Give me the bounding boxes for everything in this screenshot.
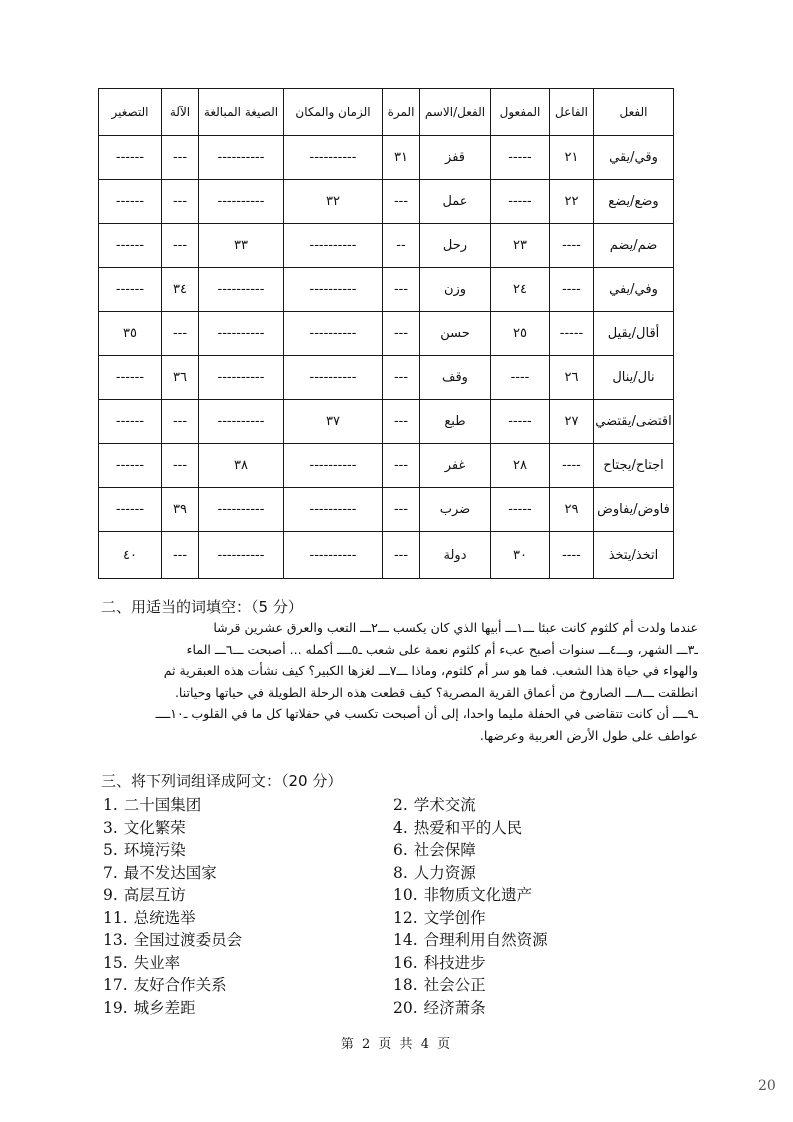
translation-item xyxy=(103,861,393,884)
cell-instrument: --- xyxy=(162,444,199,488)
cell-time-place: ---------- xyxy=(284,444,383,488)
item-number: 13. xyxy=(103,931,128,949)
translation-item xyxy=(103,816,393,839)
passage-line: عواطف على طول الأرض العربية وعرضها. xyxy=(479,727,698,743)
item-text: 文学创作 xyxy=(423,908,486,927)
cell-subject: ٢٩ xyxy=(550,488,594,532)
cell-verb: اقتضى/يقتضي xyxy=(594,400,674,444)
cell-time-place: ---------- xyxy=(284,312,383,356)
translation-item xyxy=(393,793,583,816)
cell-object: ---- xyxy=(491,356,550,400)
cell-instrument: --- xyxy=(162,400,199,444)
item-number: 20. xyxy=(393,998,418,1017)
passage-line: والهواء في حياة هذا الشعب. فما هو سر أم كلثوم، وماذا ـــ٧ـــ لغزها الكبير؟ كيف نشأت هذه العبقرية ثم xyxy=(163,663,698,678)
cell-subject: ---- xyxy=(550,268,594,312)
item-text: 最不发达国家 xyxy=(123,863,217,882)
cell-instance: --- xyxy=(383,444,420,488)
header-verb: الفعل xyxy=(594,89,674,136)
translation-row xyxy=(103,996,583,1019)
item-number: 4. xyxy=(393,818,408,837)
translation-item xyxy=(103,906,393,929)
cell-instrument: --- xyxy=(162,312,199,356)
cell-intensive: ---------- xyxy=(199,532,284,579)
item-number: 9. xyxy=(103,886,118,904)
cell-instrument: ٣٦ xyxy=(162,356,199,400)
item-number: 19. xyxy=(103,998,128,1017)
cell-verb-noun: دولة xyxy=(420,532,491,579)
cell-diminutive: ------ xyxy=(99,444,162,488)
table-header-row xyxy=(99,89,674,136)
table-row xyxy=(99,268,674,312)
cell-verb-noun: رحل xyxy=(420,224,491,268)
item-text: 城乡差距 xyxy=(133,998,196,1017)
cell-verb-noun: وقف xyxy=(420,356,491,400)
item-number: 11. xyxy=(103,908,128,927)
cell-time-place: ---------- xyxy=(284,532,383,579)
cell-instance: --- xyxy=(383,400,420,444)
item-number: 8. xyxy=(393,863,408,882)
cell-diminutive: ------ xyxy=(99,400,162,444)
translation-item xyxy=(103,996,393,1019)
item-number: 1. xyxy=(103,796,118,814)
cell-verb: وفي/يفي xyxy=(594,268,674,312)
header-diminutive: التصغير xyxy=(99,89,162,136)
translation-item xyxy=(393,973,583,996)
translation-row xyxy=(103,906,583,929)
cell-verb-noun: ضرب xyxy=(420,488,491,532)
cell-object: ٢٨ xyxy=(491,444,550,488)
item-text: 高层互访 xyxy=(123,886,186,904)
translation-item xyxy=(393,838,583,861)
cell-verb: ضم/يضم xyxy=(594,224,674,268)
table-row xyxy=(99,312,674,356)
item-text: 二十国集团 xyxy=(123,796,202,814)
cell-diminutive: ٤٠ xyxy=(99,532,162,579)
header-subject: الفاعل xyxy=(550,89,594,136)
translation-row xyxy=(103,883,583,906)
item-text: 总统选举 xyxy=(133,908,196,927)
cell-verb: وضع/يضع xyxy=(594,180,674,224)
cell-instance: --- xyxy=(383,488,420,532)
cell-object: ----- xyxy=(491,400,550,444)
table-row xyxy=(99,488,674,532)
item-number: 15. xyxy=(103,953,128,972)
translation-item xyxy=(393,906,583,929)
item-number: 17. xyxy=(103,976,128,994)
item-text: 学术交流 xyxy=(413,796,476,814)
item-number: 18. xyxy=(393,976,418,994)
cell-intensive: ---------- xyxy=(199,400,284,444)
translation-row xyxy=(103,928,583,951)
cell-verb: أقال/يقيل xyxy=(594,312,674,356)
cell-instrument: --- xyxy=(162,136,199,180)
translation-row xyxy=(103,951,583,974)
cell-subject: ٢٦ xyxy=(550,356,594,400)
translation-item xyxy=(393,883,583,906)
cell-verb-noun: غفر xyxy=(420,444,491,488)
header-instance: المرة xyxy=(383,89,420,136)
table-row xyxy=(99,356,674,400)
translation-item xyxy=(393,951,583,974)
cell-intensive: ٣٣ xyxy=(199,224,284,268)
translation-row xyxy=(103,793,583,816)
translation-item xyxy=(103,883,393,906)
page-indicator: 第 2 页 共 4 页 xyxy=(340,1037,453,1052)
item-text: 合理利用自然资源 xyxy=(423,931,548,949)
item-text: 经济萧条 xyxy=(423,998,486,1017)
cell-time-place: ---------- xyxy=(284,224,383,268)
translation-row xyxy=(103,973,583,996)
translation-item xyxy=(393,928,583,951)
cell-verb: وقي/يقي xyxy=(594,136,674,180)
item-number: 6. xyxy=(393,841,408,859)
item-number: 2. xyxy=(393,796,408,814)
item-text: 全国过渡委员会 xyxy=(133,931,243,949)
item-number: 7. xyxy=(103,863,118,882)
cell-intensive: ---------- xyxy=(199,136,284,180)
item-number: 16. xyxy=(393,953,418,972)
passage-line: ـ٣ـــ الشهر، وـــ٤ـــ سنوات أصبح عبء أم كلثوم نعمة على شعب ـ٥ــــ أكمله ... أصبحت ـــ٦ـــ الماء xyxy=(186,641,698,657)
translation-row xyxy=(103,816,583,839)
cell-intensive: ---------- xyxy=(199,268,284,312)
cell-instance: ٣١ xyxy=(383,136,420,180)
cell-instrument: --- xyxy=(162,532,199,579)
cell-object: ٢٥ xyxy=(491,312,550,356)
translation-item xyxy=(103,973,393,996)
translation-item xyxy=(103,951,393,974)
cell-time-place: ---------- xyxy=(284,488,383,532)
cell-diminutive: ------ xyxy=(99,356,162,400)
header-instrument: الآلة xyxy=(162,89,199,136)
translation-item xyxy=(103,928,393,951)
morphology-table xyxy=(98,88,674,579)
cell-instrument: --- xyxy=(162,180,199,224)
header-time-place: الزمان والمكان xyxy=(284,89,383,136)
table-row xyxy=(99,444,674,488)
fill-in-blank-passage xyxy=(100,617,698,746)
cell-diminutive: ------ xyxy=(99,224,162,268)
item-number: 12. xyxy=(393,908,418,927)
table-row xyxy=(99,180,674,224)
section-3-title: 三、将下列词组译成阿文：（20 分） xyxy=(101,772,343,790)
cell-intensive: ---------- xyxy=(199,488,284,532)
cell-verb: اجتاح/يجتاح xyxy=(594,444,674,488)
cell-instrument: ٣٩ xyxy=(162,488,199,532)
cell-diminutive: ٣٥ xyxy=(99,312,162,356)
cell-verb-noun: طبع xyxy=(420,400,491,444)
cell-diminutive: ------ xyxy=(99,488,162,532)
cell-object: ----- xyxy=(491,488,550,532)
header-object: المفعول xyxy=(491,89,550,136)
translation-item xyxy=(393,996,583,1019)
translation-row xyxy=(103,838,583,861)
cell-instance: --- xyxy=(383,180,420,224)
item-number: 10. xyxy=(393,886,418,904)
section-2-title: 二、用适当的词填空：（5 分） xyxy=(101,598,303,616)
header-intensive: الصيغة المبالغة xyxy=(199,89,284,136)
cell-instance: --- xyxy=(383,312,420,356)
cell-verb-noun: قفز xyxy=(420,136,491,180)
translation-row xyxy=(103,861,583,884)
cell-subject: ---- xyxy=(550,532,594,579)
cell-subject: ----- xyxy=(550,312,594,356)
cell-object: ٣٠ xyxy=(491,532,550,579)
cell-instrument: --- xyxy=(162,224,199,268)
item-number: 5. xyxy=(103,841,118,859)
header-verb-noun: الفعل/الاسم xyxy=(420,89,491,136)
item-number: 3. xyxy=(103,818,118,837)
cell-verb: فاوض/يفاوض xyxy=(594,488,674,532)
cell-verb-noun: وزن xyxy=(420,268,491,312)
cell-object: ٢٣ xyxy=(491,224,550,268)
cell-time-place: ٣٢ xyxy=(284,180,383,224)
cell-subject: ---- xyxy=(550,224,594,268)
passage-line: عندما ولدت أم كلثوم كانت عبئا ـــ١ـــ أبيها الذي كان يكسب ـــ٢ـــ التعب والعرق عشرين قرشا xyxy=(213,620,698,635)
table-row xyxy=(99,532,674,579)
cell-diminutive: ------ xyxy=(99,136,162,180)
cell-time-place: ٣٧ xyxy=(284,400,383,444)
table-row xyxy=(99,224,674,268)
item-text: 友好合作关系 xyxy=(133,976,227,994)
item-number: 14. xyxy=(393,931,418,949)
translation-item xyxy=(393,816,583,839)
cell-instance: --- xyxy=(383,356,420,400)
cell-subject: ---- xyxy=(550,444,594,488)
cell-object: ----- xyxy=(491,136,550,180)
cell-instance: --- xyxy=(383,532,420,579)
item-text: 热爱和平的人民 xyxy=(413,818,523,837)
item-text: 非物质文化遗产 xyxy=(423,886,533,904)
corner-page-number: 20 xyxy=(758,1078,776,1094)
cell-diminutive: ------ xyxy=(99,268,162,312)
cell-verb-noun: حسن xyxy=(420,312,491,356)
cell-object: ----- xyxy=(491,180,550,224)
item-text: 人力资源 xyxy=(413,863,476,882)
cell-subject: ٢١ xyxy=(550,136,594,180)
table-row xyxy=(99,136,674,180)
cell-time-place: ---------- xyxy=(284,136,383,180)
translation-item xyxy=(103,838,393,861)
passage-line: ـ٩ــــ أن كانت تتقاضى في الحفلة مليما واحدا، إلى أن أصبحت تكسب في حفلاتها كل ما في القلوب ـ١٠ــــ xyxy=(155,706,698,721)
translation-list xyxy=(103,793,583,1018)
cell-intensive: ---------- xyxy=(199,312,284,356)
cell-instance: --- xyxy=(383,268,420,312)
translation-item xyxy=(393,861,583,884)
item-text: 文化繁荣 xyxy=(123,818,186,837)
cell-intensive: ---------- xyxy=(199,356,284,400)
cell-time-place: ---------- xyxy=(284,356,383,400)
item-text: 科技进步 xyxy=(423,953,486,972)
cell-intensive: ٣٨ xyxy=(199,444,284,488)
cell-diminutive: ------ xyxy=(99,180,162,224)
item-text: 社会公正 xyxy=(423,976,486,994)
table-row xyxy=(99,400,674,444)
cell-instance: -- xyxy=(383,224,420,268)
item-text: 失业率 xyxy=(133,953,181,972)
cell-subject: ٢٢ xyxy=(550,180,594,224)
cell-intensive: ---------- xyxy=(199,180,284,224)
cell-verb: نال/ينال xyxy=(594,356,674,400)
cell-time-place: ---------- xyxy=(284,268,383,312)
item-text: 环境污染 xyxy=(123,841,186,859)
passage-line: انطلقت ـــ٨ـــ الصاروخ من أعماق القرية المصرية؟ كيف قطعت هذه الرحلة الطويلة في حياتها وحياتنا. xyxy=(174,684,698,700)
translation-item xyxy=(103,793,393,816)
cell-verb: اتخذ/يتخذ xyxy=(594,532,674,579)
item-text: 社会保障 xyxy=(413,841,476,859)
cell-instrument: ٣٤ xyxy=(162,268,199,312)
cell-subject: ٢٧ xyxy=(550,400,594,444)
cell-verb-noun: عمل xyxy=(420,180,491,224)
cell-object: ٢٤ xyxy=(491,268,550,312)
